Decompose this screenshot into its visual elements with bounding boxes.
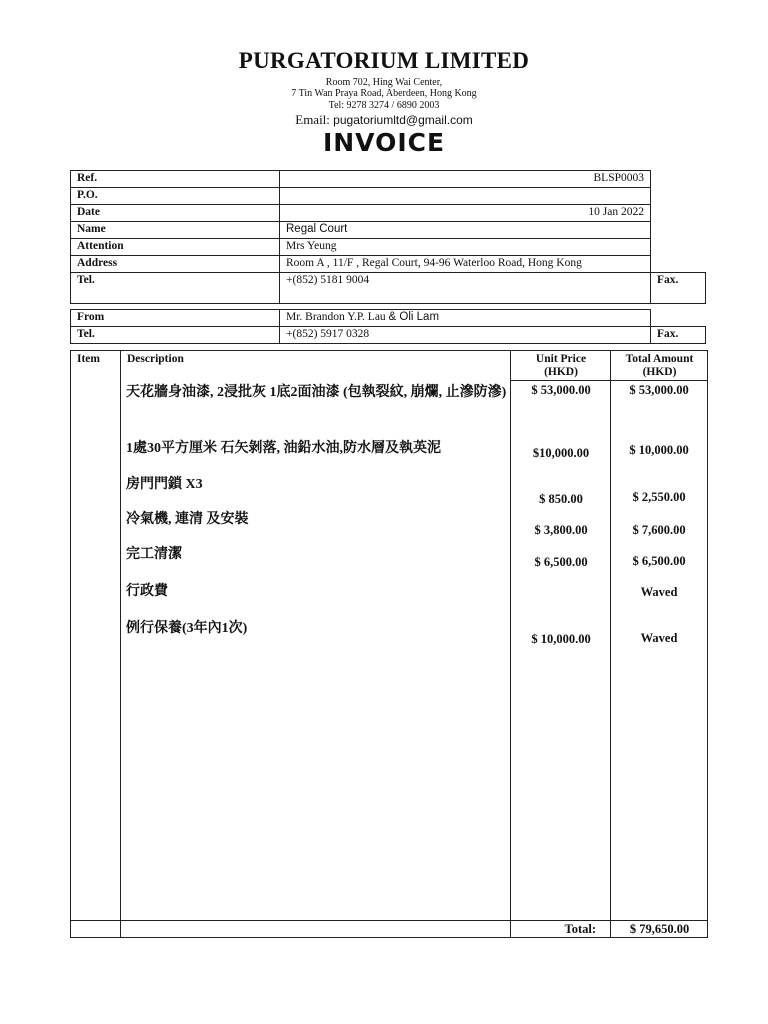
from-label: From	[71, 310, 280, 327]
company-email	[0, 112, 768, 128]
attention-row	[71, 239, 706, 256]
line-item-description: 1處30平方厘米 石矢剝落, 油鉛水油,防水層及執英泥	[126, 441, 441, 456]
line-item-total: $ 6,500.00	[632, 554, 686, 568]
ref-label: Ref.	[71, 171, 280, 188]
header-underline	[510, 380, 708, 381]
tel-row	[71, 273, 706, 304]
name-value: Regal Court	[280, 222, 651, 239]
col-total-header	[611, 353, 708, 379]
from-name-2: & Oli Lam	[388, 311, 440, 323]
ref-value: BLSP0003	[280, 171, 651, 188]
tel-value: +(852) 5181 9004	[280, 273, 651, 304]
total-row-divider	[71, 920, 708, 921]
line-item-unit-price: $ 6,500.00	[534, 555, 588, 569]
col-total-label: Total Amount	[625, 353, 694, 365]
fax-label: Fax.	[651, 273, 706, 304]
attention-value: Mrs Yeung	[280, 239, 651, 256]
col-total-currency: (HKD)	[642, 366, 677, 378]
line-item-unit-price: $ 53,000.00	[531, 383, 591, 397]
po-label: P.O.	[71, 188, 280, 205]
total-value: $ 79,650.00	[629, 922, 690, 936]
line-item-description: 例行保養(3年內1次)	[126, 621, 248, 636]
line-item-unit-price: $ 10,000.00	[531, 632, 591, 646]
items-table	[70, 350, 708, 938]
email-label: Email:	[295, 112, 334, 127]
tel2-value: +(852) 5917 0328	[280, 327, 651, 344]
col-unit-price-currency: (HKD)	[544, 366, 578, 378]
address-value: Room A , 11/F , Regal Court, 94-96 Waterloo Road, Hong Kong	[280, 256, 651, 273]
po-row	[71, 188, 706, 205]
address-line-1: Room 702, Hing Wai Center,	[325, 77, 443, 88]
tel-label: Tel.	[71, 273, 280, 304]
line-item-unit-price: $ 3,800.00	[534, 523, 588, 537]
column-divider	[120, 351, 121, 937]
fax2-label: Fax.	[651, 327, 706, 344]
email-address: pugatoriumltd@gmail.com	[333, 113, 473, 127]
from-name: Mr. Brandon Y.P. Lau	[286, 311, 389, 323]
ref-row	[71, 171, 706, 188]
col-desc-header: Description	[127, 353, 184, 365]
document-title: INVOICE	[322, 128, 446, 157]
line-item-unit-price: $10,000.00	[532, 446, 590, 460]
name-row	[71, 222, 706, 239]
invoice-info-table	[70, 170, 706, 344]
line-item-total: $ 7,600.00	[632, 523, 686, 537]
total-label: Total:	[564, 922, 596, 936]
po-value	[280, 188, 651, 205]
col-unit-price-label: Unit Price	[535, 353, 587, 365]
line-item-description: 房門門鎖 X3	[126, 477, 203, 492]
date-row	[71, 205, 706, 222]
line-item-total: $ 53,000.00	[629, 383, 689, 397]
tel2-row	[71, 327, 706, 344]
line-item-total: $ 10,000.00	[629, 443, 689, 457]
col-item-header: Item	[77, 353, 100, 365]
company-name: PURGATORIUM LIMITED	[238, 48, 530, 73]
address-line-2: 7 Tin Wan Praya Road, Aberdeen, Hong Kong	[291, 88, 477, 99]
line-item-total: Waved	[640, 631, 678, 645]
line-item-description: 完工清潔	[126, 547, 182, 562]
line-item-unit-price: $ 850.00	[539, 492, 583, 506]
tel2-label: Tel.	[71, 327, 280, 344]
address-row	[71, 256, 706, 273]
attention-label: Attention	[71, 239, 280, 256]
line-item-total: Waved	[640, 585, 678, 599]
address-label: Address	[71, 256, 280, 273]
from-row	[71, 310, 706, 327]
date-label: Date	[71, 205, 280, 222]
line-item-description: 行政費	[126, 584, 168, 599]
date-value: 10 Jan 2022	[280, 205, 651, 222]
company-tel: Tel: 9278 3274 / 6890 2003	[328, 100, 440, 111]
col-unit-price-header	[511, 353, 611, 379]
from-value	[280, 310, 651, 327]
line-item-description: 天花牆身油漆, 2浸批灰 1底2面油漆 (包執裂紋, 崩爛, 止滲防滲)	[126, 385, 507, 400]
line-item-description: 冷氣機, 連清 及安裝	[126, 512, 249, 527]
name-label: Name	[71, 222, 280, 239]
line-item-total: $ 2,550.00	[632, 490, 686, 504]
